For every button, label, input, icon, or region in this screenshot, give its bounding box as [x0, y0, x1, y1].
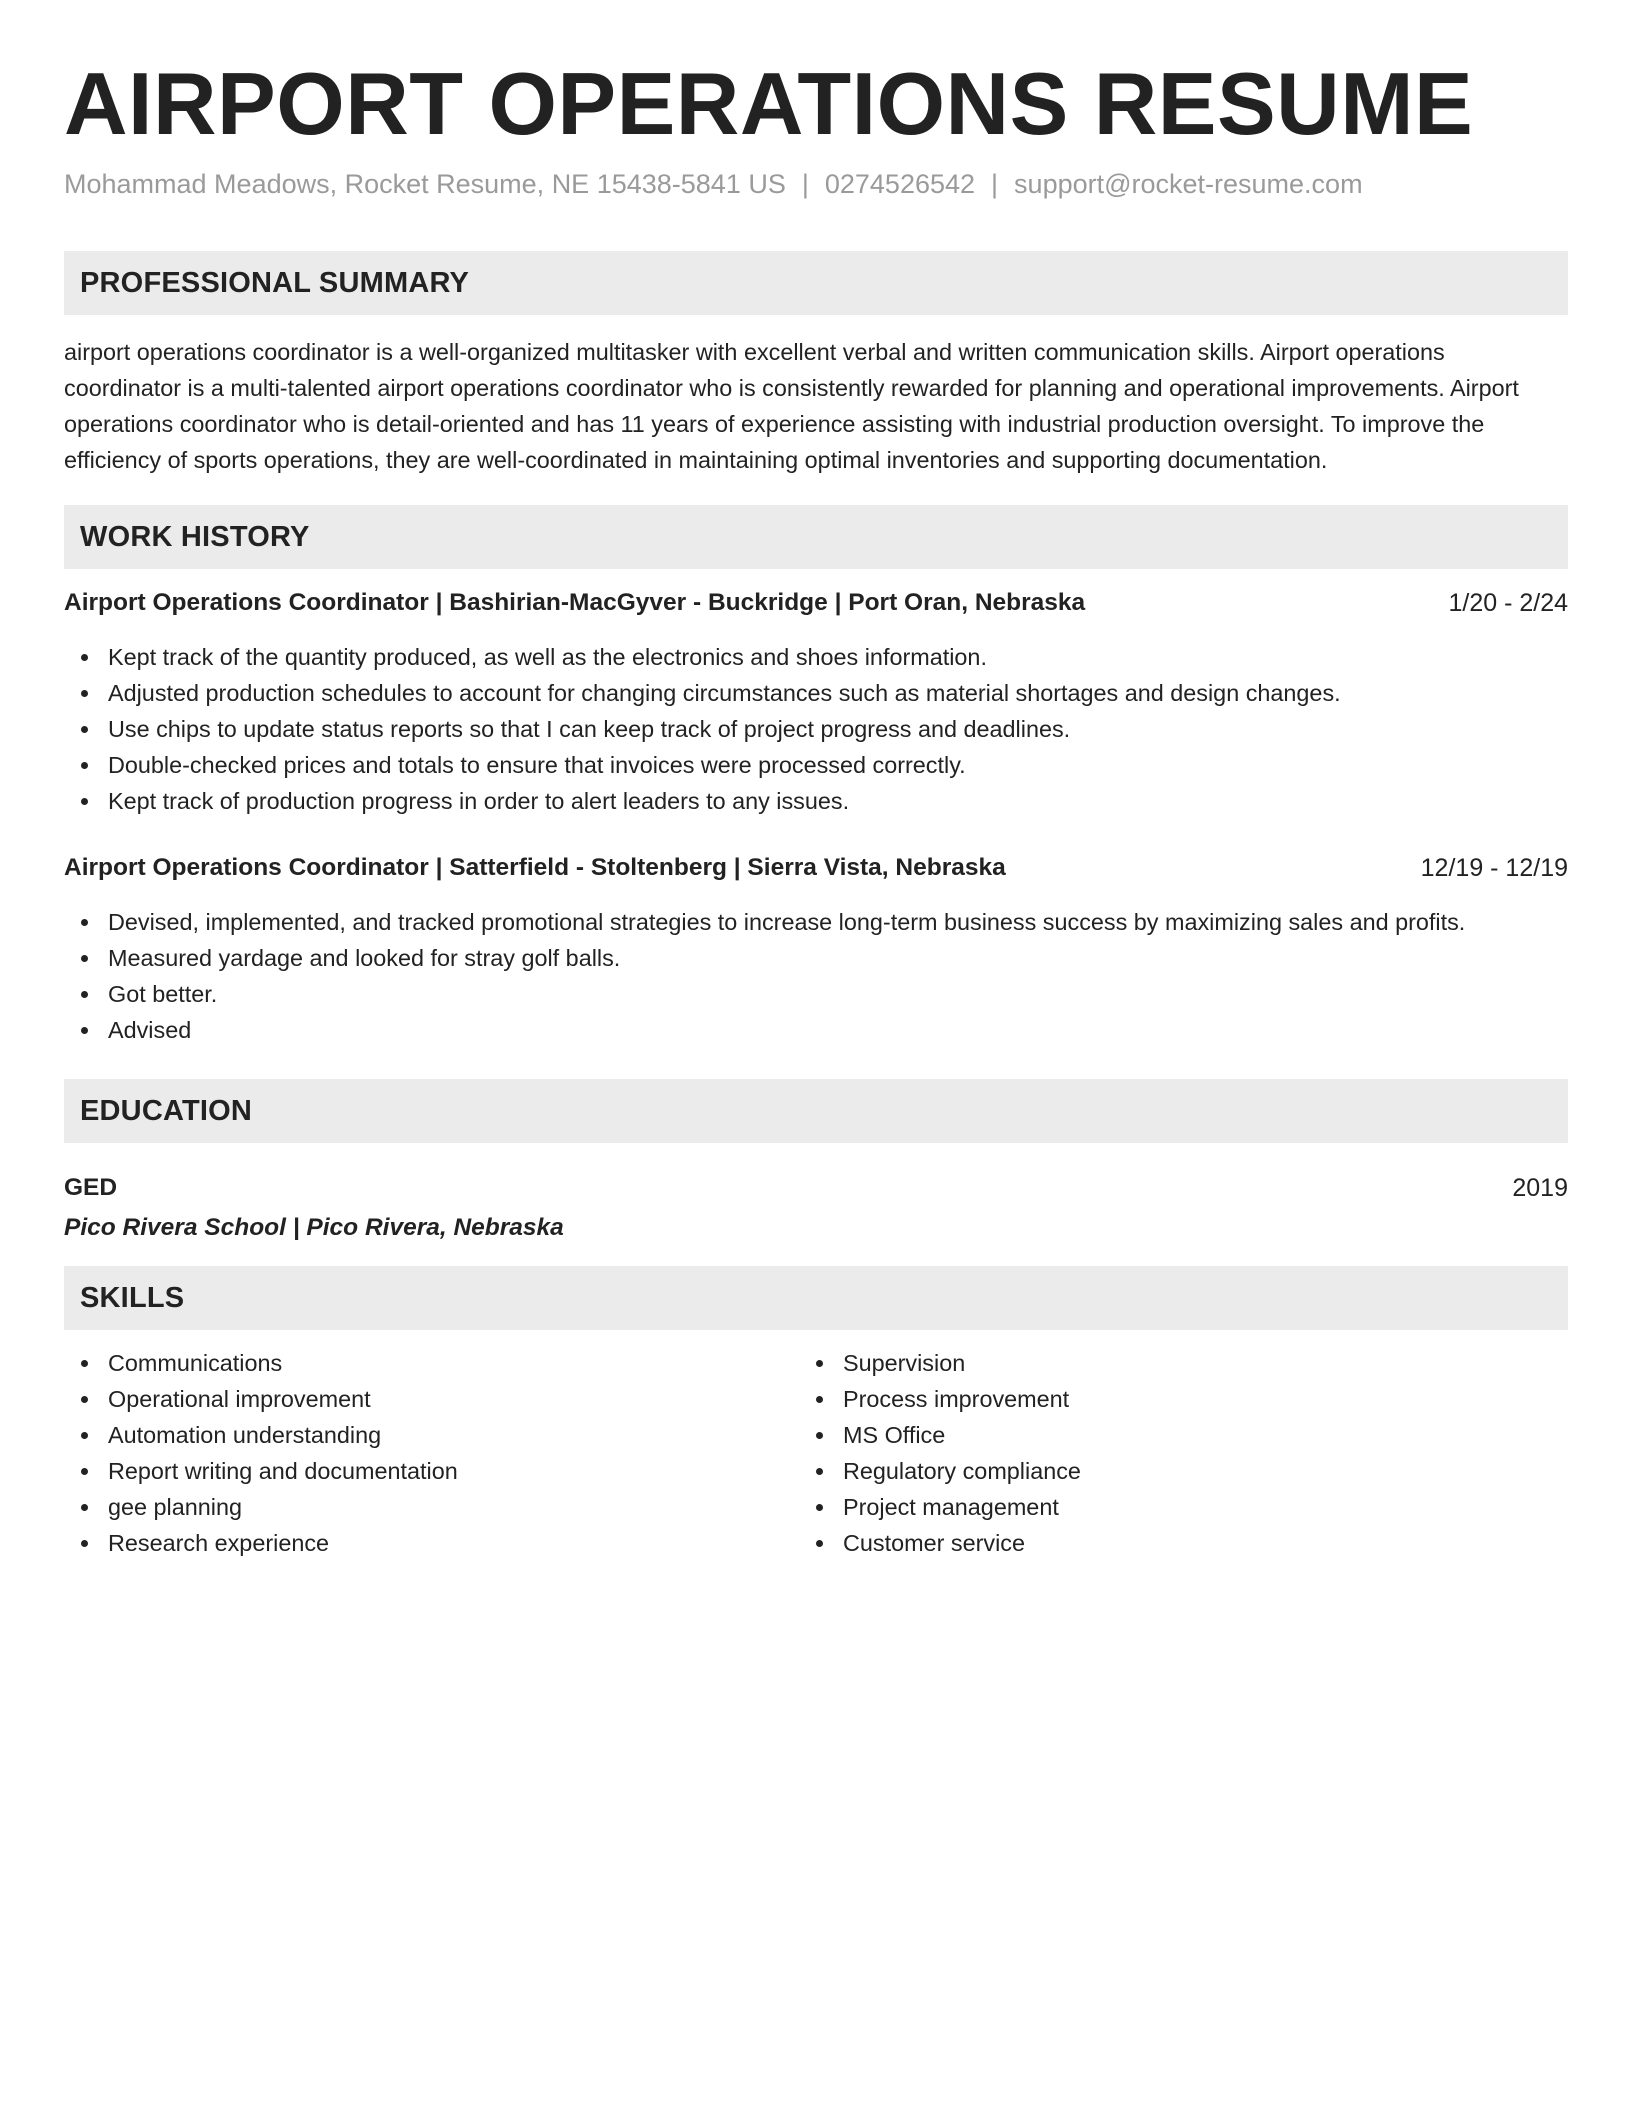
- job-title: Airport Operations Coordinator | Satterfield - Stoltenberg | Sierra Vista, Nebraska: [64, 854, 1006, 881]
- job-bullet: Devised, implemented, and tracked promotional strategies to increase long-term business success by maximizing sales and profits.: [64, 904, 1465, 940]
- education-heading: EDUCATION: [80, 1095, 253, 1127]
- work-history-heading: WORK HISTORY: [80, 521, 310, 553]
- skills-section-header: [64, 1266, 1568, 1330]
- contact-email: support@rocket-resume.com: [1014, 169, 1363, 199]
- skill-item: gee planning: [64, 1489, 458, 1525]
- job-dates: 1/20 - 2/24: [1448, 589, 1568, 617]
- job-bullet: Kept track of the quantity produced, as well as the electronics and shoes information.: [64, 639, 1341, 675]
- work-history-section-header: [64, 505, 1568, 569]
- skill-item: Operational improvement: [64, 1381, 458, 1417]
- skill-item: Supervision: [799, 1345, 1081, 1381]
- skill-item: Report writing and documentation: [64, 1453, 458, 1489]
- job-bullet: Advised: [64, 1012, 1465, 1048]
- summary-section-header: [64, 251, 1568, 315]
- job-bullet: Measured yardage and looked for stray golf balls.: [64, 940, 1465, 976]
- education-year: 2019: [1512, 1174, 1568, 1202]
- skills-list-left: [64, 1345, 458, 1561]
- job-header: [64, 850, 1568, 886]
- summary-heading: PROFESSIONAL SUMMARY: [80, 267, 470, 299]
- skill-item: MS Office: [799, 1417, 1081, 1453]
- job-bullet: Adjusted production schedules to account for changing circumstances such as material shortages and design changes.: [64, 675, 1341, 711]
- resume-title: AIRPORT OPERATIONS RESUME: [64, 54, 1474, 153]
- contact-address: Mohammad Meadows, Rocket Resume, NE 15438-5841 US: [64, 169, 786, 199]
- job-title: Airport Operations Coordinator | Bashirian-MacGyver - Buckridge | Port Oran, Nebraska: [64, 589, 1086, 616]
- job-bullet: Use chips to update status reports so that I can keep track of project progress and deadlines.: [64, 711, 1341, 747]
- skill-item: Customer service: [799, 1525, 1081, 1561]
- job-bullet-list: [64, 904, 1465, 1048]
- contact-separator: |: [991, 169, 999, 199]
- skills-heading: SKILLS: [80, 1282, 185, 1314]
- skills-list-right: [799, 1345, 1081, 1561]
- job-bullet: Kept track of production progress in order to alert leaders to any issues.: [64, 783, 1341, 819]
- education-section-header: [64, 1079, 1568, 1143]
- contact-line: [64, 166, 1363, 202]
- summary-text: airport operations coordinator is a well-organized multitasker with excellent verbal and written communication skills. Airport operations coordinator is a multi-talented airport operations coordinator who is consistently rewarded for planning and operational improvements. Airport operations coordinator who is detail-oriented and has 11 years of experience assisting with industrial production oversight. To improve the efficiency of sports operations, they are well-coordinated in maintaining optimal inventories and supporting documentation.: [64, 339, 1519, 473]
- education-degree: GED: [64, 1174, 118, 1201]
- skill-item: Automation understanding: [64, 1417, 458, 1453]
- skill-item: Communications: [64, 1345, 458, 1381]
- contact-phone: 0274526542: [824, 169, 976, 199]
- job-bullet: Got better.: [64, 976, 1465, 1012]
- job-bullet-list: [64, 639, 1341, 819]
- skill-item: Process improvement: [799, 1381, 1081, 1417]
- job-bullet: Double-checked prices and totals to ensure that invoices were processed correctly.: [64, 747, 1341, 783]
- contact-separator: |: [801, 169, 809, 199]
- job-dates: 12/19 - 12/19: [1420, 854, 1568, 882]
- skill-item: Regulatory compliance: [799, 1453, 1081, 1489]
- education-school: Pico Rivera School | Pico Rivera, Nebraska: [64, 1214, 564, 1241]
- skill-item: Project management: [799, 1489, 1081, 1525]
- skill-item: Research experience: [64, 1525, 458, 1561]
- job-header: [64, 585, 1568, 621]
